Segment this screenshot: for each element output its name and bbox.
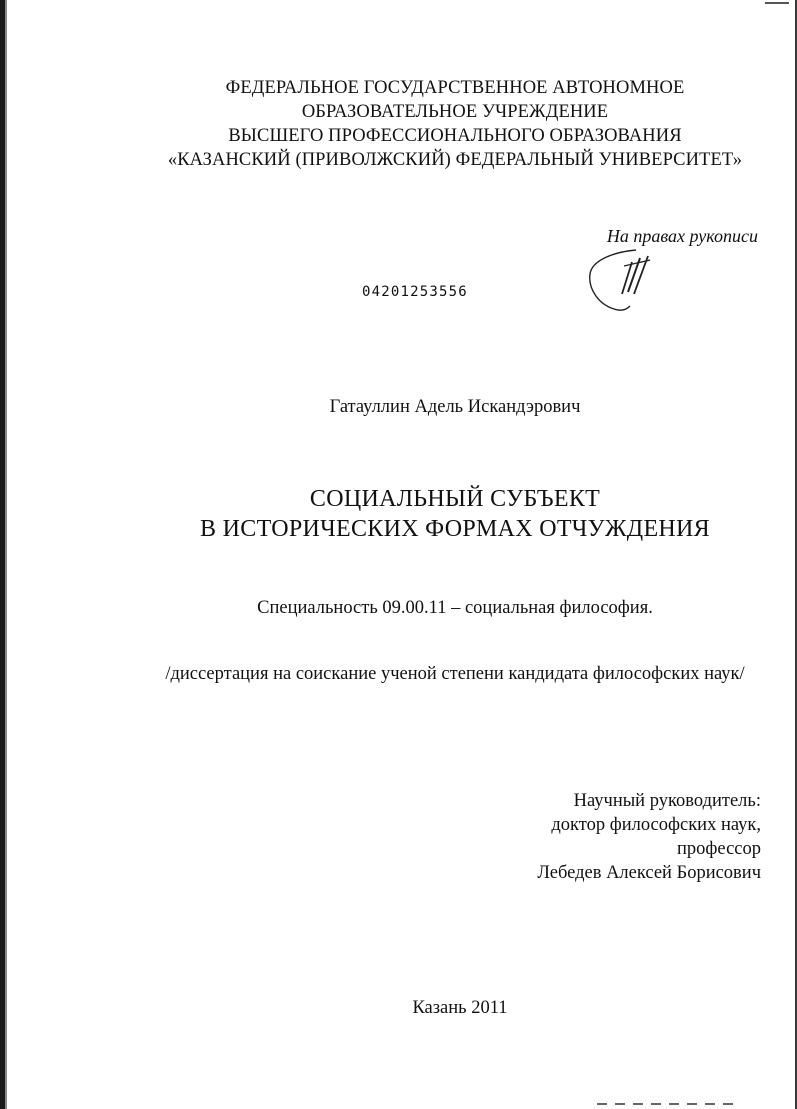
scan-bottom-mark xyxy=(597,1103,737,1105)
specialty: Специальность 09.00.11 – социальная философия. xyxy=(257,598,653,618)
scan-top-mark xyxy=(765,2,789,4)
city-year: Казань 2011 xyxy=(412,998,508,1018)
title-line: В ИСТОРИЧЕСКИХ ФОРМАХ ОТЧУЖДЕНИЯ xyxy=(200,516,710,542)
supervisor-line: Лебедев Алексей Борисович xyxy=(537,863,761,883)
header-line: «КАЗАНСКИЙ (ПРИВОЛЖСКИЙ) ФЕДЕРАЛЬНЫЙ УНИВЕРСИТЕТ» xyxy=(167,150,743,170)
header-line: ВЫСШЕГО ПРОФЕССИОНАЛЬНОГО ОБРАЗОВАНИЯ xyxy=(228,126,682,146)
supervisor-line: профессор xyxy=(677,839,761,859)
archive-number: 04201253556 xyxy=(362,284,468,300)
supervisor-line: доктор философских наук, xyxy=(551,815,761,835)
scan-left-edge-shadow xyxy=(5,0,7,1109)
author-name: Гатауллин Адель Искандэрович xyxy=(329,397,581,417)
dissertation-note: /диссертация на соискание ученой степени кандидата философских наук/ xyxy=(165,664,745,684)
signature-mark xyxy=(584,244,674,316)
rights-note: На правах рукописи xyxy=(606,226,758,246)
header-line: ФЕДЕРАЛЬНОЕ ГОСУДАРСТВЕННОЕ АВТОНОМНОЕ xyxy=(225,78,685,98)
supervisor-line: Научный руководитель: xyxy=(573,791,761,811)
title-line: СОЦИАЛЬНЫЙ СУБЪЕКТ xyxy=(309,486,601,512)
dissertation-title xyxy=(100,484,797,544)
supervisor-block xyxy=(480,789,761,885)
institution-header xyxy=(100,76,797,172)
header-line: ОБРАЗОВАТЕЛЬНОЕ УЧРЕЖДЕНИЕ xyxy=(301,102,609,122)
